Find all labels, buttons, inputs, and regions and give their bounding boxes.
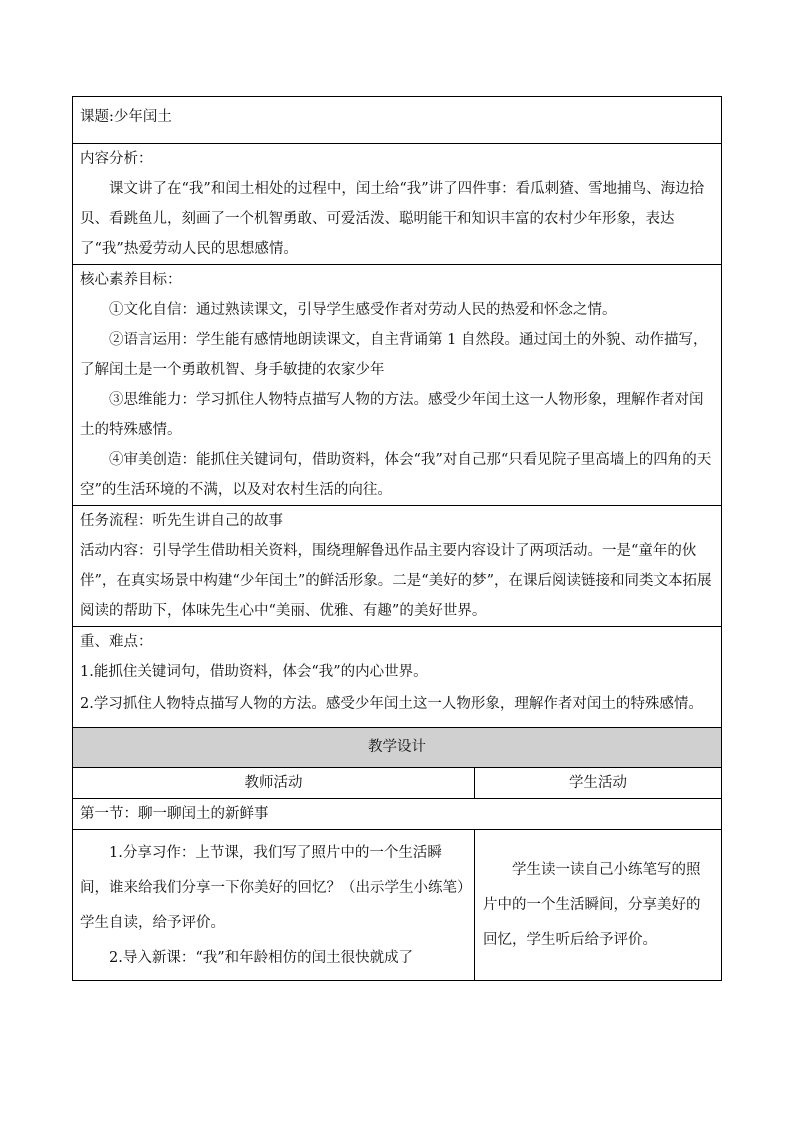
activity-row xyxy=(73,830,722,981)
content-analysis-heading: 内容分析： xyxy=(80,151,153,167)
section-title: 第一节：聊一聊闰土的新鲜事 xyxy=(73,799,722,830)
lesson-plan-table xyxy=(72,96,722,981)
teacher-activity-item: 2.导入新课：“我”和年龄相仿的闰土很快就成了 xyxy=(109,950,414,966)
core-goals-row xyxy=(73,265,722,506)
task-flow-heading: 任务流程：听先生讲自己的故事 xyxy=(80,513,283,529)
teacher-activity-cell xyxy=(73,830,475,981)
core-goal-item: ③思维能力：学习抓住人物特点描写人物的方法。感受少年闰土这一人物形象，理解作者对闰土的特殊感情。 xyxy=(80,392,704,438)
design-heading-row xyxy=(73,728,722,768)
teacher-activity-header: 教师活动 xyxy=(73,768,475,799)
column-header-row xyxy=(73,768,722,799)
key-points-row xyxy=(73,627,722,728)
content-analysis-row xyxy=(73,144,722,265)
content-analysis-cell xyxy=(73,144,722,265)
key-point-item: 2.学习抓住人物特点描写人物的方法。感受少年闰土这一人物形象，理解作者对闰土的特殊感情。 xyxy=(80,696,703,712)
key-point-item: 1.能抓住关键词句，借助资料，体会“我”的内心世界。 xyxy=(80,664,428,680)
task-flow-row xyxy=(73,506,722,627)
student-activity-cell xyxy=(475,830,722,981)
core-goal-item: ④审美创造：能抓住关键词句，借助资料，体会“我”对自己那“只看见院子里高墙上的四角的天空”的生活环境的不满，以及对农村生活的向往。 xyxy=(80,452,712,498)
core-goals-heading: 核心素养目标： xyxy=(80,272,182,288)
student-activity-header: 学生活动 xyxy=(475,768,722,799)
key-points-heading: 重、难点： xyxy=(80,634,153,650)
core-goal-item: ②语言运用：学生能有感情地朗读课文，自主背诵第 1 自然段。通过闰土的外貌、动作描写，了解闰土是一个勇敢机智、身手敏捷的农家少年 xyxy=(80,332,708,378)
task-flow-cell xyxy=(73,506,722,627)
core-goal-item: ①文化自信：通过熟读课文，引导学生感受作者对劳动人民的热爱和怀念之情。 xyxy=(109,302,617,318)
core-goals-cell xyxy=(73,265,722,506)
student-activity-text: 学生读一读自己小练笔写的照片中的一个生活瞬间，分享美好的回忆，学生听后给予评价。 xyxy=(483,861,701,948)
task-flow-activity: 活动内容：引导学生借助相关资料，围绕理解鲁迅作品主要内容设计了两项活动。一是“童年的伙伴”，在真实场景中构建“少年闰土”的鲜活形象。二是“美好的梦”，在课后阅读链接和同类文本拓展阅读的帮助下，体味先生心中“美丽、优雅、有趣”的美好世界。 xyxy=(80,543,712,619)
lesson-title: 课题:少年闰土 xyxy=(73,97,722,144)
key-points-cell xyxy=(73,627,722,728)
design-heading: 教学设计 xyxy=(73,728,722,768)
title-row xyxy=(73,97,722,144)
content-analysis-body: 课文讲了在“我”和闰土相处的过程中，闰土给“我”讲了四件事：看瓜刺猹、雪地捕鸟、海边拾贝、看跳鱼儿，刻画了一个机智勇敢、可爱活泼、聪明能干和知识丰富的农村少年形象，表达了“我”热爱劳动人民的思想感情。 xyxy=(80,181,705,257)
lesson-plan-sheet xyxy=(72,96,722,981)
section-row xyxy=(73,799,722,830)
teacher-activity-item: 1.分享习作：上节课，我们写了照片中的一个生活瞬间，谁来给我们分享一下你美好的回忆？（出示学生小练笔）学生自读，给予评价。 xyxy=(80,845,465,931)
